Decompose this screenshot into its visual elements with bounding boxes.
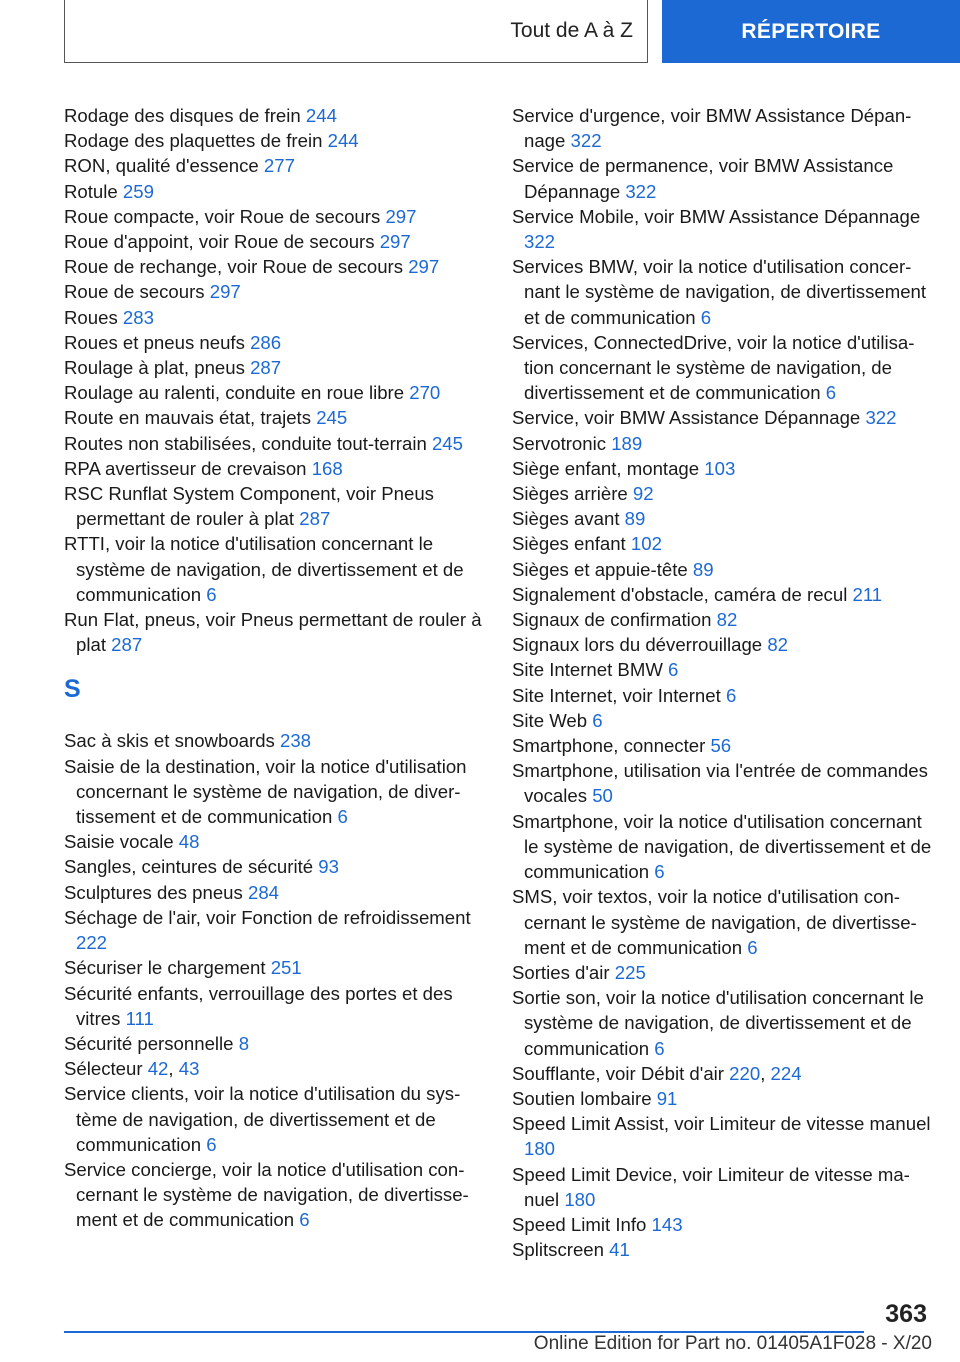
page-reference-link[interactable]: 6 — [299, 1209, 310, 1231]
footer-edition-text: Online Edition for Part no. 01405A1F028 - X/20 — [533, 1333, 932, 1354]
page-reference-link[interactable]: 322 — [524, 231, 556, 253]
index-entry — [64, 481, 484, 531]
index-entry — [64, 607, 484, 657]
page-reference-link[interactable]: 297 — [379, 231, 411, 253]
page-reference-link[interactable]: 286 — [250, 331, 282, 353]
page-reference-link[interactable]: 297 — [385, 205, 417, 227]
page-reference-link[interactable]: 89 — [624, 508, 646, 530]
page-reference-link[interactable]: 111 — [125, 1007, 154, 1029]
index-entry — [64, 1081, 484, 1157]
page-reference-link[interactable]: 287 — [111, 634, 143, 656]
index-entry-term: RTTI, voir la notice d'utilisation concernant le système de navigation, de divertissement et de communication — [64, 533, 464, 605]
index-entry: Sélecteur 42, 43 — [64, 1058, 200, 1080]
index-entry-term: Servotronic — [512, 432, 612, 454]
index-entry-term: Rodage des disques de frein — [64, 105, 306, 126]
index-column-left — [64, 103, 484, 1233]
index-entry-term: Saisie vocale — [64, 831, 179, 853]
page-reference-link[interactable]: 42 — [147, 1058, 169, 1080]
index-entry — [512, 330, 932, 406]
index-entry — [64, 305, 484, 330]
index-entry-term: Séchage de l'air, voir Fonction de refroidissement — [64, 906, 471, 928]
index-entry-term: Sécuriser le chargement — [64, 957, 271, 979]
index-entry-term: Roue compacte, voir Roue de secours — [64, 205, 386, 227]
page-reference-link[interactable]: 322 — [865, 407, 897, 429]
index-entry — [512, 657, 932, 682]
index-entry-term: Saisie de la destination, voir la notice d'utilisation concernant le système de navigation, de divertissement et de communication — [64, 755, 467, 828]
index-entry-term: Sécurité enfants, verrouillage des portes et des vitres — [64, 982, 453, 1029]
index-entry-term: Sangles, ceintures de sécurité — [64, 856, 319, 878]
page-reference-link[interactable]: 211 — [852, 583, 883, 605]
index-entry — [64, 456, 484, 481]
index-entry-term: Smartphone, utilisation via l'entrée de commandes vocales — [512, 760, 928, 807]
page-reference-link[interactable]: 91 — [656, 1087, 678, 1109]
page-reference-link[interactable]: 245 — [431, 432, 463, 454]
page-reference-link[interactable]: 6 — [725, 684, 737, 706]
index-entry-term: RSC Runflat System Component, voir Pneus permettant de rouler à plat — [64, 483, 434, 530]
index-entry — [64, 229, 484, 254]
index-group-s-continued — [512, 103, 932, 1262]
index-entry — [512, 254, 932, 330]
index-entry-term: Smartphone, voir la notice d'utilisation concernant le système de navigation, de divertissement et de communication — [512, 810, 932, 883]
index-entry — [64, 1157, 484, 1233]
page-reference-link[interactable]: 6 — [668, 659, 679, 681]
index-entry-term: Soufflante, voir Débit d'air — [512, 1062, 730, 1084]
index-entry — [64, 330, 484, 355]
page-reference-link[interactable]: 93 — [318, 856, 339, 878]
page-reference-link[interactable]: 48 — [178, 831, 200, 853]
index-entry — [64, 153, 484, 178]
page-reference-link[interactable]: 284 — [248, 881, 280, 903]
index-entry-term: Sorties d'air — [512, 961, 615, 983]
index-entry — [64, 431, 484, 456]
page-reference-link[interactable]: 322 — [625, 180, 657, 202]
index-entry-term: SMS, voir textos, voir la notice d'utilisation concernant le système de navigation, de divertissement et de communication — [512, 886, 917, 958]
index-entry-term: Sécurité personnelle — [64, 1032, 239, 1054]
index-entry-term: Service concierge, voir la notice d'utilisation concernant le système de navigation, de divertissement et de communication — [64, 1158, 469, 1231]
index-entry-term: Roue de rechange, voir Roue de secours — [64, 256, 409, 278]
page-reference-link[interactable]: 251 — [270, 957, 302, 979]
page-reference-link[interactable]: 225 — [614, 961, 646, 983]
index-entry — [512, 607, 932, 632]
index-entry-term: Splitscreen — [512, 1239, 610, 1261]
index-entry — [64, 829, 484, 854]
page-reference-link[interactable]: 41 — [609, 1239, 630, 1261]
index-entry-term: Sélecteur — [64, 1058, 148, 1080]
index-entry — [512, 1162, 932, 1212]
index-entry — [64, 405, 484, 430]
page-reference-link[interactable]: 270 — [409, 382, 441, 404]
index-entry — [512, 405, 932, 430]
index-entry — [64, 981, 484, 1031]
index-entry-term: Sculptures des pneus — [64, 881, 248, 903]
index-entry — [512, 1086, 932, 1111]
index-column-right — [512, 103, 932, 1262]
index-entry — [512, 557, 932, 582]
section-label: RÉPERTOIRE — [741, 19, 881, 43]
page-reference-link[interactable]: 245 — [316, 407, 348, 429]
index-entry-term: Sièges avant — [512, 508, 625, 530]
page-reference-link[interactable]: 8 — [238, 1032, 250, 1054]
page-reference-link[interactable]: 297 — [209, 281, 241, 303]
index-entry-term: Sièges enfant — [512, 533, 631, 555]
page-reference-link[interactable]: 56 — [710, 735, 732, 757]
page-reference-link[interactable]: 89 — [692, 558, 714, 580]
index-entry — [512, 431, 932, 456]
index-entry-term: Speed Limit Device, voir Limiteur de vitesse manuel — [512, 1163, 910, 1210]
index-entry — [64, 955, 484, 980]
page-reference-link[interactable]: 50 — [592, 785, 613, 807]
page-reference-link[interactable]: 220 — [729, 1062, 761, 1084]
index-entry — [64, 179, 484, 204]
index-entry — [64, 728, 484, 753]
index-group-s — [64, 728, 484, 1232]
index-group-r — [64, 103, 484, 657]
index-entry-term: Sac à skis et snowboards — [64, 730, 280, 752]
index-entry — [512, 985, 932, 1061]
index-entry-term: Roues et pneus neufs — [64, 331, 251, 353]
page-reference-link[interactable]: 244 — [305, 105, 337, 126]
page-reference-link[interactable]: 222 — [76, 932, 108, 954]
index-entry — [64, 1031, 484, 1056]
index-entry — [512, 531, 932, 556]
page-reference-link[interactable]: 297 — [408, 256, 440, 278]
index-entry-term: Roulage à plat, pneus — [64, 357, 251, 379]
index-entry-term: Route en mauvais état, trajets — [64, 407, 317, 429]
index-entry — [64, 905, 484, 955]
index-entry-term: Roues — [64, 306, 123, 328]
index-entry — [512, 153, 932, 203]
index-entry — [64, 380, 484, 405]
index-entry-term: Services, ConnectedDrive, voir la notice d'utilisation concernant le système de navigation, de divertissement et de communication — [512, 331, 915, 404]
index-entry — [512, 632, 932, 657]
index-entry — [64, 204, 484, 229]
page-reference-link[interactable]: 180 — [564, 1188, 596, 1210]
index-entry-term: Speed Limit Info — [512, 1213, 652, 1235]
index-entry-term: Roue de secours — [64, 281, 210, 303]
page-reference-link[interactable]: 180 — [524, 1138, 556, 1160]
page-reference-link[interactable]: 6 — [654, 861, 665, 883]
index-entry-term: Service clients, voir la notice d'utilisation du système de navigation, de divertissement et de communication — [64, 1083, 461, 1155]
chapter-label: Tout de A à Z — [510, 19, 633, 42]
page-reference-link[interactable]: 287 — [250, 357, 282, 379]
index-entry-term: RON, qualité d'essence — [64, 155, 264, 177]
index-entry-term: Routes non stabilisées, conduite tout-terrain — [64, 432, 432, 454]
index-entry — [512, 708, 932, 733]
page-header — [0, 0, 960, 66]
index-entry-term: RPA avertisseur de crevaison — [64, 457, 312, 479]
index-entry — [512, 204, 932, 254]
page-reference-link[interactable]: 283 — [122, 306, 154, 328]
page-reference-link[interactable]: 189 — [611, 432, 643, 454]
index-entry — [512, 683, 932, 708]
index-entry-term: Siège enfant, montage — [512, 457, 705, 479]
page-reference-link[interactable]: 43 — [178, 1058, 200, 1080]
index-entry — [512, 1237, 932, 1262]
index-entry — [64, 128, 484, 153]
chapter-tab[interactable] — [64, 0, 648, 63]
index-entry — [64, 531, 484, 607]
page-reference-link[interactable]: 6 — [592, 709, 603, 731]
page-reference-link[interactable]: 6 — [700, 306, 712, 328]
index-entry — [64, 355, 484, 380]
section-letter-heading: S — [64, 675, 81, 704]
index-entry-term: Soutien lombaire — [512, 1087, 657, 1109]
page-reference-link[interactable]: 6 — [206, 583, 217, 605]
index-entry-term: Speed Limit Assist, voir Limiteur de vitesse manuel — [512, 1113, 931, 1135]
index-entry — [512, 809, 932, 885]
index-entry-term: Roulage au ralenti, conduite en roue libre — [64, 382, 410, 404]
index-entry-term: Run Flat, pneus, voir Pneus permettant de rouler à plat — [64, 609, 482, 656]
index-entry-term: Site Internet, voir Internet — [512, 684, 726, 706]
index-entry — [512, 884, 932, 960]
index-entry-term: Site Internet BMW — [512, 659, 669, 681]
index-entry-term: Service d'urgence, voir BMW Assistance Dépannage — [512, 105, 912, 152]
index-entry-term: Sortie son, voir la notice d'utilisation concernant le système de navigation, de divertissement et de communication — [512, 987, 924, 1059]
index-entry — [512, 758, 932, 808]
index-entry — [512, 456, 932, 481]
page-reference-link[interactable]: 103 — [704, 457, 736, 479]
page-reference-link[interactable]: 6 — [825, 382, 837, 404]
index-entry-term: Sièges arrière — [512, 483, 633, 505]
index-entry-term: Services BMW, voir la notice d'utilisation concernant le système de navigation, de divertissement et de communication — [512, 256, 927, 328]
index-entry — [512, 506, 932, 531]
index-entry: Soufflante, voir Débit d'air 220, 224 — [512, 1062, 802, 1084]
page-reference-link[interactable]: 277 — [263, 155, 295, 177]
index-entry — [64, 254, 484, 279]
index-entry-term: Site Web — [512, 709, 593, 731]
page-reference-link[interactable]: 6 — [654, 1037, 665, 1059]
page-reference-link[interactable]: 6 — [747, 936, 758, 958]
page-reference-link[interactable]: 238 — [280, 730, 312, 752]
index-entry-term: Smartphone, connecter — [512, 735, 711, 757]
index-entry — [512, 481, 932, 506]
page-reference-link[interactable]: 322 — [570, 130, 602, 152]
index-entry-term: Signaux lors du déverrouillage — [512, 634, 768, 656]
index-entry — [64, 880, 484, 905]
index-entry — [512, 960, 932, 985]
index-entry — [512, 1212, 932, 1237]
page-reference-link[interactable]: 287 — [299, 508, 331, 530]
page-reference-link[interactable]: 143 — [651, 1213, 683, 1235]
page-reference-link[interactable]: 244 — [327, 130, 359, 152]
index-entry — [64, 103, 484, 128]
page-number: 363 — [885, 1300, 927, 1328]
index-entry — [512, 103, 932, 153]
index-entry-term: Signaux de confirmation — [512, 609, 717, 631]
index-entry-term: Service de permanence, voir BMW Assistance Dépannage — [512, 155, 894, 202]
index-entry-term: Rodage des plaquettes de frein — [64, 130, 328, 152]
index-entry-term: Roue d'appoint, voir Roue de secours — [64, 231, 380, 253]
index-entry — [64, 754, 484, 830]
page-reference-link[interactable]: 82 — [716, 609, 738, 631]
page-reference-link[interactable]: 92 — [632, 483, 654, 505]
index-entry-term: Sièges et appuie-tête — [512, 558, 693, 580]
index-entry — [512, 733, 932, 758]
index-entry — [64, 279, 484, 304]
page-reference-link[interactable]: 82 — [767, 634, 788, 656]
index-entry-term: Service, voir BMW Assistance Dépannage — [512, 407, 866, 429]
index-entry — [64, 854, 484, 879]
index-entry-term: Rotule — [64, 180, 123, 202]
page-reference-link[interactable]: 6 — [337, 806, 348, 828]
index-entry-term: Service Mobile, voir BMW Assistance Dépannage — [512, 205, 921, 227]
page-reference-link[interactable]: 224 — [770, 1062, 802, 1084]
page-reference-link[interactable]: 6 — [206, 1133, 217, 1155]
index-entry-term: Signalement d'obstacle, caméra de recul — [512, 583, 853, 605]
index-entry — [512, 1111, 932, 1161]
page-reference-link[interactable]: 168 — [311, 457, 343, 479]
section-tab[interactable] — [662, 0, 960, 63]
page-reference-link[interactable]: 259 — [122, 180, 154, 202]
index-entry — [512, 582, 932, 607]
page-reference-link[interactable]: 102 — [630, 533, 662, 555]
